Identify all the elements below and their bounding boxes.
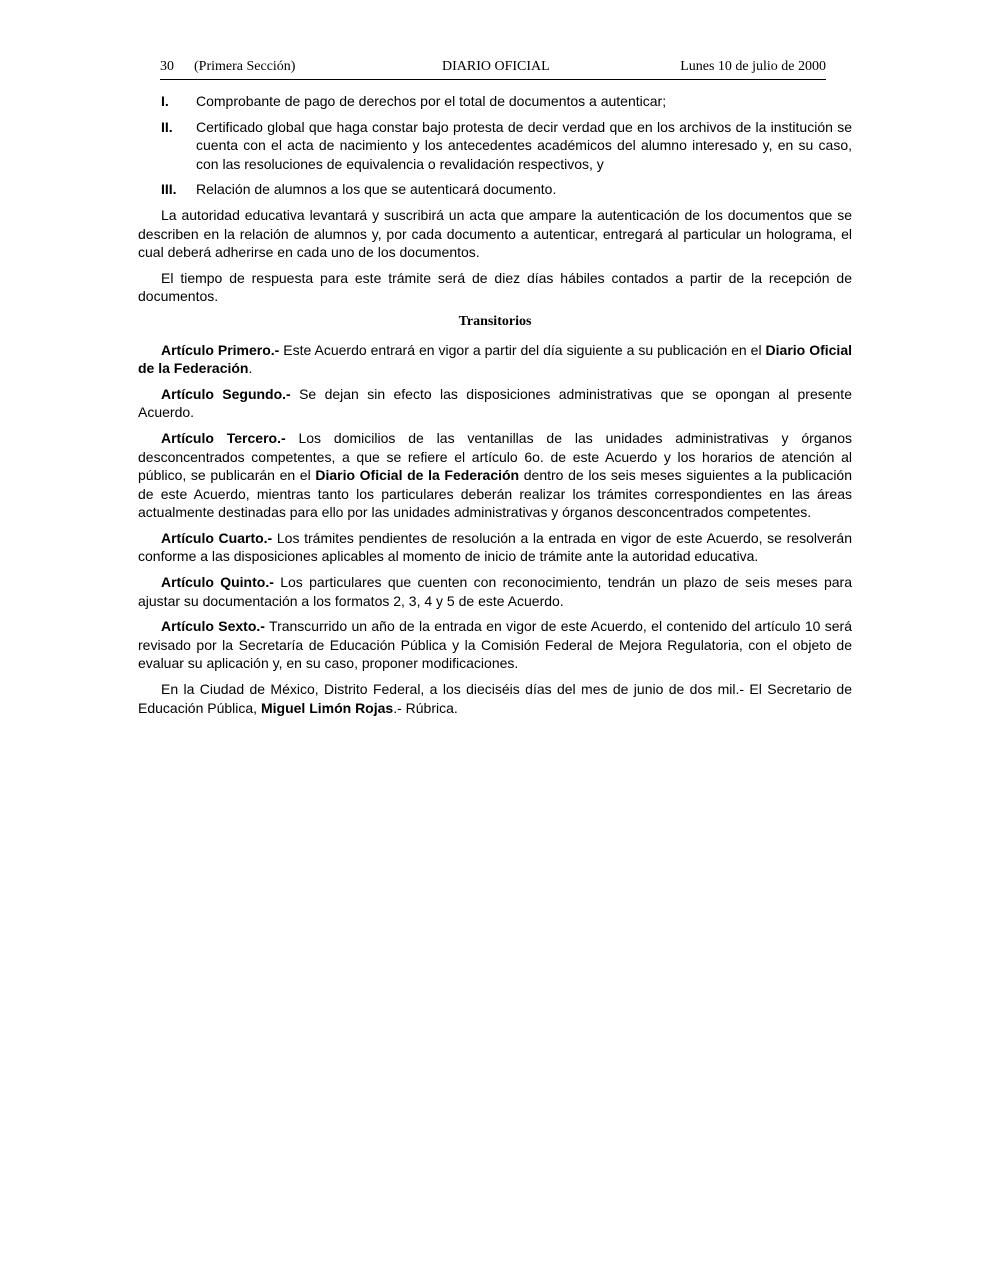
page-header xyxy=(160,59,826,80)
article-text-end: dentro de los seis meses siguientes a la publicación de este Acuerdo, mientras tanto los particulares deberán realizar los trámites correspondientes en las áreas actualmente destinadas para ello por las unidades administrativas y órganos desconcentrados competentes. xyxy=(138,467,852,521)
list-item xyxy=(138,118,852,174)
article-text: Transcurrido un año de la entrada en vigor de este Acuerdo, el contenido del artículo 10 será revisado por la Secretaría de Educación Pública y la Comisión Federal de Mejora Regulatoria, con el objeto de evaluar su aplicación y, en su caso, proponer modificaciones. xyxy=(138,618,852,672)
article-quinto xyxy=(138,573,852,610)
list-item-number: II. xyxy=(161,118,173,135)
article-text: Se dejan sin efecto las disposiciones administrativas que se opongan al presente Acuerdo. xyxy=(138,385,852,421)
paragraph-acta: La autoridad educativa levantará y suscribirá un acta que ampare la autenticación de los documentos que se describen en la relación de alumnos y, por cada documento a autenticar, entregará al particular un holograma, el cual deberá adherirse en cada uno de los documentos. xyxy=(138,206,852,261)
article-text: Los domicilios de las ventanillas de las unidades administrativas y órganos desconcentrados competentes, a que se refiere el artículo 6o. de este Acuerdo y los horarios de atención al público, se publicarán en el xyxy=(138,429,852,484)
publication-name: Diario Oficial de la Federación xyxy=(138,341,852,377)
list-item xyxy=(138,180,852,199)
article-label: Artículo Cuarto.- xyxy=(161,529,273,546)
list-item-text: Certificado global que haga constar bajo protesta de decir verdad que en los archivos de la institución se cuenta con el acta de nacimiento y los antecedentes académicos del alumno interesado y, en su caso, con las resoluciones de equivalencia o revalidación respectivos, y xyxy=(196,118,852,172)
publication-name: Diario Oficial de la Federación xyxy=(315,467,520,484)
list-item-text: Relación de alumnos a los que se autenticará documento. xyxy=(196,181,557,198)
article-cuarto xyxy=(138,529,852,566)
publication-title: DIARIO OFICIAL xyxy=(442,59,550,74)
article-sexto xyxy=(138,617,852,673)
section-label: (Primera Sección) xyxy=(194,59,296,74)
document-body xyxy=(138,92,852,724)
article-label: Artículo Sexto.- xyxy=(161,618,265,635)
paragraph-tiempo-respuesta: El tiempo de respuesta para este trámite será de diez días hábiles contados a partir de la recepción de documentos. xyxy=(138,269,852,305)
list-item-number: III. xyxy=(161,181,177,198)
article-tercero xyxy=(138,429,852,522)
article-label: Artículo Segundo.- xyxy=(161,385,291,402)
article-text: Los particulares que cuenten con reconocimiento, tendrán un plazo de seis meses para ajustar su documentación a los formatos 2, 3, 4 y 5 de este Acuerdo. xyxy=(138,574,852,609)
list-item xyxy=(138,92,852,111)
article-segundo xyxy=(138,385,852,422)
article-text: Este Acuerdo entrará en vigor a partir del día siguiente a su publicación en el xyxy=(279,341,766,358)
article-text-end: . xyxy=(248,360,253,377)
page-number: 30 xyxy=(160,59,174,74)
closing-text: En la Ciudad de México, Distrito Federal, a los dieciséis días del mes de junio de dos mil.- El Secretario de Educación Pública, xyxy=(138,681,852,716)
article-text: Los trámites pendientes de resolución a la entrada en vigor de este Acuerdo, se resolverán conforme a las disposiciones aplicables al momento de inicio de trámite ante la autoridad educativa. xyxy=(138,529,852,565)
signatory-name: Miguel Limón Rojas xyxy=(260,699,394,716)
closing-signature xyxy=(138,680,852,717)
list-item-number: I. xyxy=(161,93,169,109)
closing-end: .- Rúbrica. xyxy=(393,699,458,716)
article-label: Artículo Tercero.- xyxy=(161,429,286,446)
publication-date: Lunes 10 de julio de 2000 xyxy=(680,59,826,74)
article-label: Artículo Quinto.- xyxy=(161,574,274,591)
article-primero xyxy=(138,341,852,378)
list-item-text: Comprobante de pago de derechos por el total de documentos a autenticar; xyxy=(196,93,667,109)
section-heading-transitorios: Transitorios xyxy=(458,313,532,329)
article-label: Artículo Primero.- xyxy=(161,341,280,358)
